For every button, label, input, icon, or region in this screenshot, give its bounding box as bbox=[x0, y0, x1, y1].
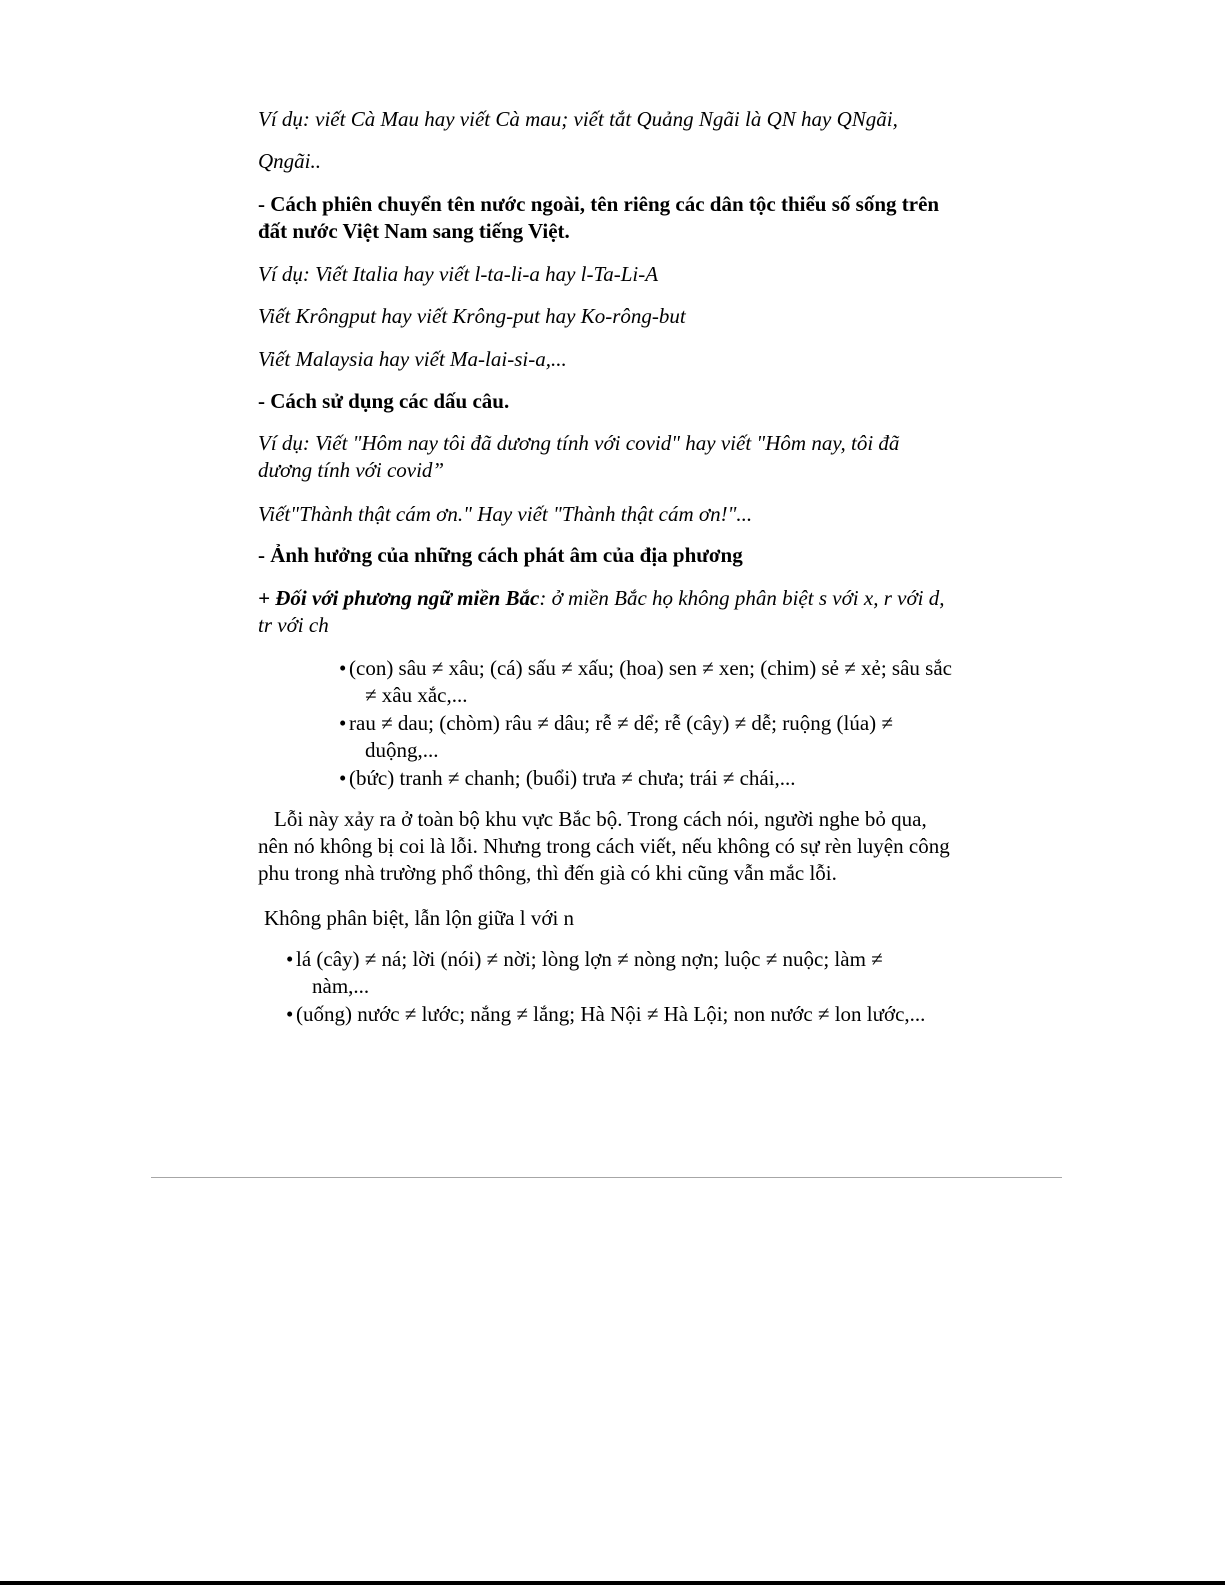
bullet-marker: • bbox=[339, 656, 347, 680]
heading-punctuation: - Cách sử dụng các dấu câu. bbox=[258, 389, 510, 413]
bullet-marker: • bbox=[339, 711, 347, 735]
error-paragraph: Lỗi này xảy ra ở toàn bộ khu vực Bắc bộ. Trong cách nói, người nghe bỏ qua, nên nó không bị coi là lỗi. Nhưng trong cách viết, nếu không có sự rèn luyện công phu trong nhà trường phổ thông, thì đến già có khi cũng vẫn mắc lỗi. bbox=[258, 807, 950, 885]
page-divider bbox=[151, 1177, 1062, 1178]
north-bullet-1 bbox=[339, 655, 955, 709]
north-dialect-paragraph bbox=[258, 585, 948, 639]
north-bullet-text: (con) sâu ≠ xâu; (cá) sấu ≠ xấu; (hoa) sen ≠ xen; (chim) sẻ ≠ xẻ; sâu sắc ≠ xâu xắc,... bbox=[349, 656, 952, 707]
example-italia: Ví dụ: Viết Italia hay viết l-ta-li-a hay l-Ta-Li-A bbox=[258, 262, 659, 286]
bullet-marker: • bbox=[339, 766, 347, 790]
ln-bullet-2 bbox=[286, 1001, 972, 1028]
north-bullet-2 bbox=[339, 710, 925, 764]
north-bullet-3 bbox=[339, 765, 955, 792]
example-capitalization-line2: Qngãi.. bbox=[258, 149, 321, 173]
heading-transliteration: - Cách phiên chuyển tên nước ngoài, tên riêng các dân tộc thiểu số sống trên đất nước Việt Nam sang tiếng Việt. bbox=[258, 192, 940, 243]
heading-dialect: - Ảnh hưởng của những cách phát âm của địa phương bbox=[258, 543, 743, 567]
example-capitalization-line1: Ví dụ: viết Cà Mau hay viết Cà mau; viết tắt Quảng Ngãi là QN hay QNgãi, bbox=[258, 107, 898, 131]
ln-heading: Không phân biệt, lẫn lộn giữa l với n bbox=[264, 906, 575, 930]
north-dialect-label: + Đối với phương ngữ miền Bắc bbox=[258, 586, 540, 610]
example-covid: Ví dụ: Viết "Hôm nay tôi đã dương tính với covid" hay viết "Hôm nay, tôi đã dương tính với covid” bbox=[258, 431, 900, 482]
bottom-border bbox=[0, 1581, 1225, 1585]
north-dialect-text: : ở miền Bắc họ không phân biệt s với x, r với d, tr với ch bbox=[258, 586, 945, 637]
north-bullet-text: rau ≠ dau; (chòm) râu ≠ dâu; rễ ≠ dể; rễ (cây) ≠ dễ; ruộng (lúa) ≠ duộng,... bbox=[349, 711, 893, 762]
ln-bullet-1 bbox=[286, 946, 922, 1000]
north-bullet-text: (bức) tranh ≠ chanh; (buổi) trưa ≠ chưa; trái ≠ chái,... bbox=[349, 766, 796, 790]
example-thanks: Viết"Thành thật cám ơn." Hay viết "Thành thật cám ơn!"... bbox=[258, 502, 753, 526]
bullet-marker: • bbox=[286, 947, 294, 971]
example-krongput: Viết Krôngput hay viết Krông-put hay Ko-rông-but bbox=[258, 304, 686, 328]
ln-bullet-text: lá (cây) ≠ ná; lời (nói) ≠ nời; lòng lợn ≠ nòng nợn; luộc ≠ nuộc; làm ≠ nàm,... bbox=[296, 947, 883, 998]
example-malaysia: Viết Malaysia hay viết Ma-lai-si-a,... bbox=[258, 347, 567, 371]
bullet-marker: • bbox=[286, 1002, 294, 1026]
ln-bullet-text: (uống) nước ≠ lước; nắng ≠ lắng; Hà Nội ≠ Hà Lội; non nước ≠ lon lước,... bbox=[296, 1002, 926, 1026]
